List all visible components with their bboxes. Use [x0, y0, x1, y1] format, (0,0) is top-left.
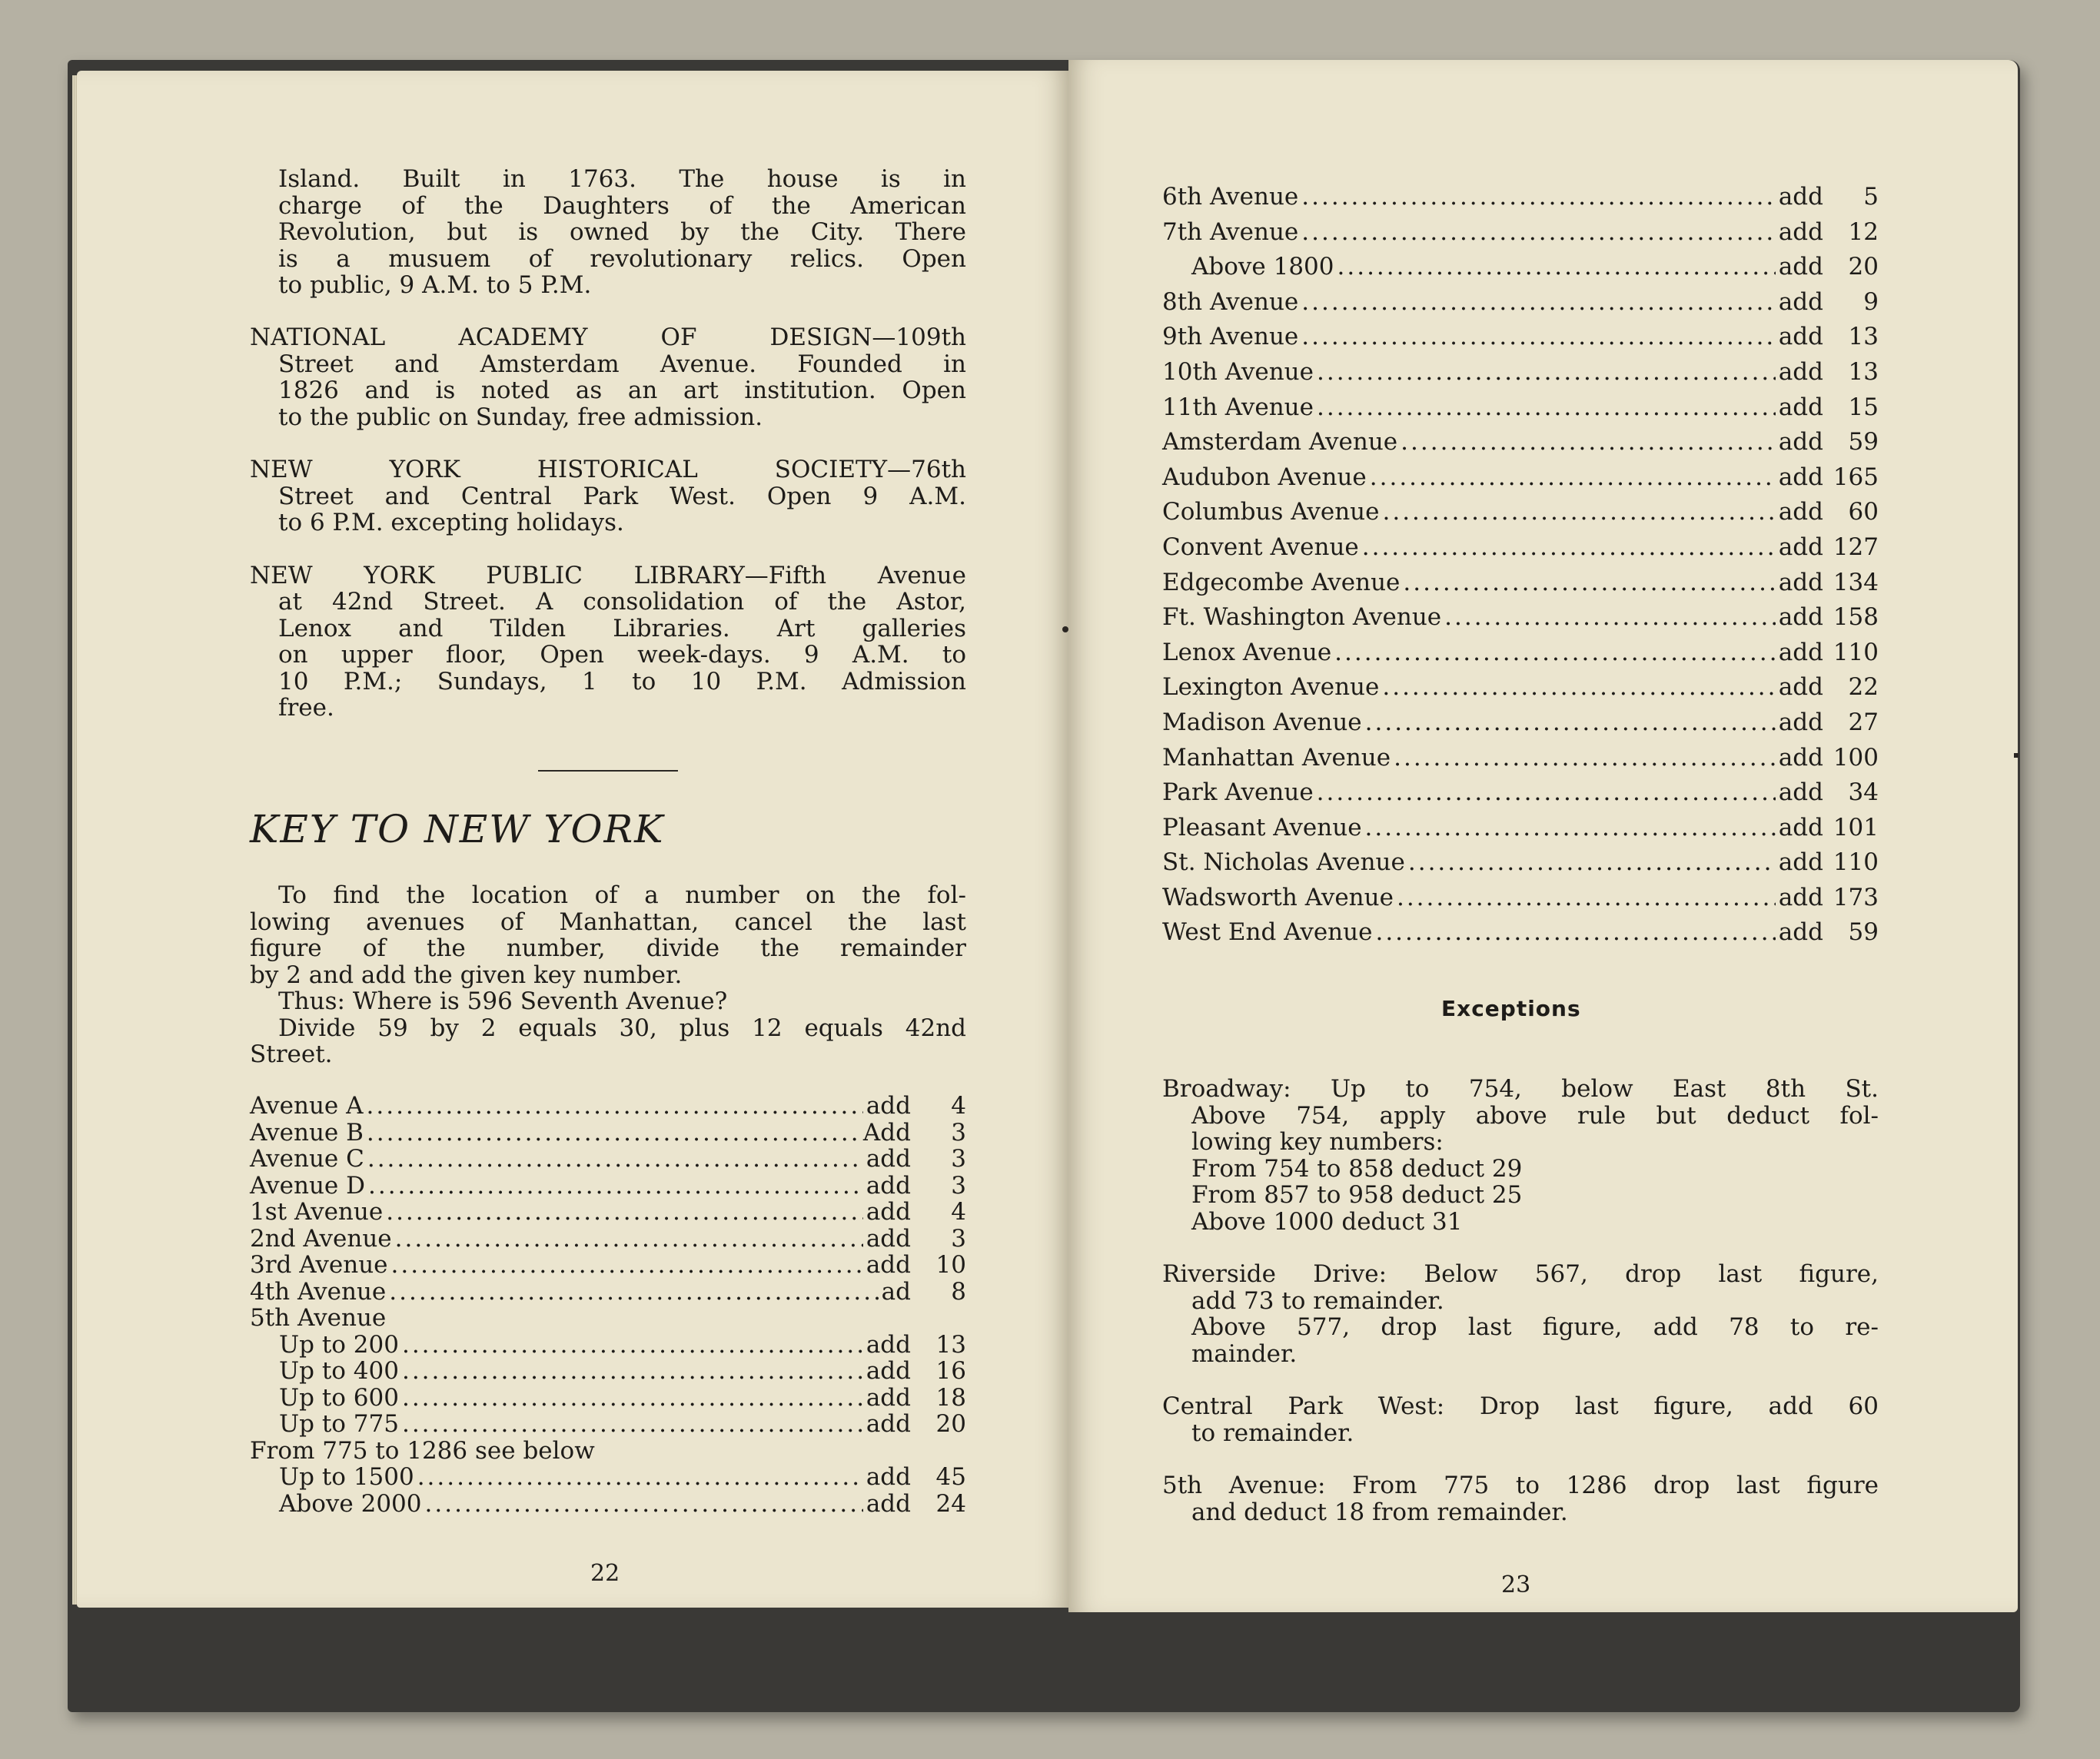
- text-line: to remainder.: [1191, 1419, 1354, 1447]
- key-value: 60: [1848, 498, 1879, 526]
- key-value: 34: [1848, 778, 1879, 807]
- text-line: free.: [278, 694, 334, 722]
- text-line: Divide 59 by 2 equals 30, plus 12 equals 42nd: [278, 1014, 966, 1042]
- leader-dots: [389, 1279, 878, 1306]
- text-line: NATIONAL ACADEMY OF DESIGN—109th: [250, 324, 966, 351]
- key-row: [250, 1252, 966, 1279]
- leader-dots: [402, 1411, 863, 1438]
- key-action: add: [1778, 428, 1823, 456]
- key-action: add: [1778, 918, 1823, 947]
- key-action: add: [1778, 673, 1823, 702]
- key-row: [1162, 811, 1879, 846]
- key-row: [250, 1120, 966, 1147]
- leader-dots: [367, 1120, 860, 1147]
- key-row: [250, 1411, 966, 1438]
- key-row: [250, 1173, 966, 1200]
- key-row: [1162, 215, 1879, 251]
- key-value: 16: [935, 1357, 966, 1385]
- key-action: add: [1778, 357, 1823, 386]
- key-action: add: [1778, 217, 1823, 246]
- key-row: [1162, 285, 1879, 320]
- key-row: [1162, 845, 1879, 881]
- text-line: mainder.: [1191, 1339, 1298, 1368]
- key-action: add: [1778, 463, 1823, 491]
- avenue-label: Up to 200: [279, 1330, 399, 1359]
- edge-mark: [2014, 753, 2019, 758]
- key-value: 8: [951, 1277, 966, 1306]
- avenue-label: From 775 to 1286 see below: [250, 1436, 595, 1465]
- key-value: 9: [1863, 287, 1879, 316]
- key-action: add: [1778, 603, 1823, 632]
- exception-entry: [1162, 1393, 1879, 1446]
- key-row: [250, 1358, 966, 1385]
- key-action: add: [866, 1383, 911, 1412]
- key-value: 13: [935, 1330, 966, 1359]
- leader-dots: [1370, 460, 1776, 496]
- text-line: to the public on Sunday, free admission.: [278, 403, 763, 431]
- key-action: add: [1778, 533, 1823, 561]
- avenue-label: Avenue D: [250, 1171, 365, 1200]
- text-line: 10 P.M.; Sundays, 1 to 10 P.M. Admission: [278, 667, 966, 695]
- avenue-label: Up to 400: [279, 1357, 399, 1385]
- leader-dots: [395, 1226, 863, 1253]
- text-line: From 857 to 958 deduct 25: [1191, 1181, 1523, 1209]
- key-row: [250, 1279, 966, 1306]
- leader-dots: [1301, 180, 1776, 215]
- leader-dots: [1317, 390, 1776, 426]
- key-value: 127: [1833, 533, 1879, 561]
- key-action: add: [1778, 848, 1823, 877]
- key-table-right: [1162, 180, 1879, 951]
- key-value: 3: [951, 1224, 966, 1253]
- key-row: [250, 1332, 966, 1359]
- key-table-left: [250, 1093, 966, 1517]
- key-value: 110: [1833, 848, 1879, 877]
- key-row: [1162, 495, 1879, 530]
- text-line: is a musuem of revolutionary relics. Open: [278, 244, 966, 273]
- key-action: add: [866, 1171, 911, 1200]
- leader-dots: [1382, 670, 1775, 705]
- key-value: 15: [1848, 393, 1879, 421]
- institution-entry: [250, 456, 966, 536]
- leader-dots: [1401, 425, 1776, 460]
- leader-dots: [1362, 530, 1776, 566]
- avenue-label: 7th Avenue: [1162, 217, 1299, 246]
- section-divider: [538, 770, 678, 772]
- avenue-label: 10th Avenue: [1162, 357, 1314, 386]
- leader-dots: [1337, 250, 1776, 285]
- leader-dots: [1365, 705, 1776, 741]
- key-action: add: [1778, 253, 1823, 281]
- leader-dots: [1301, 320, 1776, 355]
- key-action: add: [866, 1489, 911, 1518]
- avenue-label: Convent Avenue: [1162, 533, 1359, 561]
- key-row: [250, 1199, 966, 1226]
- key-row: [1162, 881, 1879, 916]
- avenue-label: Ft. Washington Avenue: [1162, 603, 1442, 632]
- key-action: add: [1778, 813, 1823, 841]
- text-line: Revolution, but is owned by the City. There: [278, 218, 966, 246]
- avenue-label: St. Nicholas Avenue: [1162, 848, 1405, 877]
- avenue-label: Audubon Avenue: [1162, 463, 1367, 491]
- text-line: 1826 and is noted as an art institution. Open: [278, 377, 966, 404]
- leader-dots: [1334, 636, 1776, 671]
- text-line: on upper floor, Open week-days. 9 A.M. to: [278, 641, 966, 669]
- leader-dots: [1408, 845, 1776, 881]
- key-value: 27: [1848, 708, 1879, 736]
- key-value: 158: [1833, 603, 1879, 632]
- text-line: NEW YORK HISTORICAL SOCIETY—76th: [250, 456, 966, 483]
- key-row: [1162, 425, 1879, 460]
- text-line: To find the location of a number on the fol-: [278, 881, 966, 909]
- text-line: and deduct 18 from remainder.: [1191, 1498, 1568, 1526]
- institution-entry: [250, 324, 966, 430]
- text-line: Riverside Drive: Below 567, drop last figure,: [1162, 1260, 1879, 1288]
- leader-dots: [1394, 741, 1776, 776]
- avenue-label: Above 2000: [279, 1489, 422, 1518]
- text-line: Central Park West: Drop last figure, add 60: [1162, 1392, 1879, 1420]
- key-value: 101: [1833, 813, 1879, 841]
- key-value: 4: [951, 1198, 966, 1226]
- leader-dots: [1365, 811, 1776, 846]
- text-line: Broadway: Up to 754, below East 8th St.: [1162, 1075, 1879, 1103]
- key-row: [1162, 530, 1879, 566]
- key-action: ad: [881, 1277, 911, 1306]
- text-line: to public, 9 A.M. to 5 P.M.: [278, 271, 592, 299]
- text-line: at 42nd Street. A consolidation of the Astor,: [278, 588, 966, 616]
- institution-entries: [250, 324, 966, 748]
- leader-dots: [386, 1199, 863, 1226]
- leader-dots: [402, 1385, 863, 1412]
- text-line: Above 577, drop last figure, add 78 to re-: [1191, 1313, 1879, 1341]
- leader-dots: [1317, 355, 1776, 390]
- key-row: [250, 1305, 966, 1332]
- key-row: [250, 1438, 966, 1465]
- key-value: 22: [1848, 673, 1879, 702]
- key-row: [1162, 915, 1879, 951]
- key-row: [1162, 320, 1879, 355]
- leader-dots: [368, 1173, 863, 1200]
- leader-dots: [1383, 495, 1776, 530]
- key-instructions: [250, 882, 966, 1068]
- key-action: add: [1778, 778, 1823, 807]
- key-action: add: [1778, 568, 1823, 596]
- avenue-label: Madison Avenue: [1162, 708, 1362, 736]
- key-action: add: [1778, 393, 1823, 421]
- key-value: 24: [935, 1489, 966, 1518]
- avenue-label: Avenue B: [250, 1118, 364, 1147]
- key-row: [250, 1226, 966, 1253]
- key-value: 4: [951, 1092, 966, 1120]
- text-line: Above 1000 deduct 31: [1191, 1207, 1463, 1236]
- key-row: [250, 1464, 966, 1491]
- leader-dots: [1444, 600, 1776, 636]
- key-row: [1162, 390, 1879, 426]
- key-value: 18: [935, 1383, 966, 1412]
- avenue-label: 4th Avenue: [250, 1277, 387, 1306]
- key-value: 5: [1863, 183, 1879, 211]
- key-value: 134: [1833, 568, 1879, 596]
- key-row: [1162, 636, 1879, 671]
- avenue-label: Avenue A: [250, 1092, 364, 1120]
- key-action: add: [1778, 287, 1823, 316]
- key-row: [1162, 180, 1879, 215]
- avenue-label: 8th Avenue: [1162, 287, 1299, 316]
- text-line: lowing avenues of Manhattan, cancel the last: [250, 908, 966, 936]
- leader-dots: [417, 1464, 863, 1491]
- avenue-label: Up to 600: [279, 1383, 399, 1412]
- key-value: 59: [1848, 428, 1879, 456]
- exceptions-list: [1162, 1076, 1879, 1552]
- key-value: 3: [951, 1118, 966, 1147]
- avenue-label: Amsterdam Avenue: [1162, 428, 1398, 456]
- leader-dots: [402, 1332, 863, 1359]
- avenue-label: Up to 1500: [279, 1463, 414, 1491]
- intro-paragraph: [278, 166, 966, 299]
- leader-dots: [1397, 881, 1776, 916]
- text-line: Street and Amsterdam Avenue. Founded in: [278, 350, 966, 378]
- avenue-label: Manhattan Avenue: [1162, 743, 1391, 772]
- key-value: 59: [1848, 918, 1879, 947]
- key-action: add: [1778, 323, 1823, 351]
- key-action: add: [1778, 498, 1823, 526]
- text-line: Island. Built in 1763. The house is in: [278, 165, 966, 193]
- key-action: Add: [862, 1118, 911, 1147]
- key-value: 12: [1848, 217, 1879, 246]
- text-line: charge of the Daughters of the American: [278, 191, 966, 220]
- text-line: Above 754, apply above rule but deduct fol-: [1191, 1101, 1879, 1130]
- text-line: add 73 to remainder.: [1191, 1286, 1444, 1315]
- key-value: 110: [1833, 638, 1879, 666]
- avenue-label: 6th Avenue: [1162, 183, 1299, 211]
- text-line: Thus: Where is 596 Seventh Avenue?: [278, 987, 728, 1015]
- key-value: 10: [935, 1251, 966, 1279]
- text-line: to 6 P.M. excepting holidays.: [278, 509, 624, 536]
- leader-dots: [425, 1491, 863, 1518]
- key-value: 3: [951, 1171, 966, 1200]
- key-row: [250, 1146, 966, 1173]
- key-action: add: [1778, 883, 1823, 911]
- key-value: 100: [1833, 743, 1879, 772]
- leader-dots: [402, 1358, 863, 1385]
- key-action: add: [1778, 183, 1823, 211]
- key-action: add: [866, 1463, 911, 1491]
- key-row: [1162, 460, 1879, 496]
- avenue-label: Pleasant Avenue: [1162, 813, 1362, 841]
- key-value: 45: [935, 1463, 966, 1491]
- key-action: add: [866, 1224, 911, 1253]
- key-action: add: [866, 1330, 911, 1359]
- text-line: Street.: [250, 1040, 333, 1068]
- avenue-label: 5th Avenue: [250, 1304, 387, 1332]
- text-line: NEW YORK PUBLIC LIBRARY—Fifth Avenue: [250, 561, 966, 589]
- text-line: Lenox and Tilden Libraries. Art galleries: [278, 614, 966, 642]
- key-row: [1162, 775, 1879, 811]
- key-row: [1162, 705, 1879, 741]
- key-value: 3: [951, 1145, 966, 1173]
- avenue-label: 11th Avenue: [1162, 393, 1314, 421]
- avenue-label: Wadsworth Avenue: [1162, 883, 1394, 911]
- key-action: add: [1778, 638, 1823, 666]
- key-action: add: [866, 1410, 911, 1438]
- avenue-label: Lexington Avenue: [1162, 673, 1380, 702]
- avenue-label: West End Avenue: [1162, 918, 1373, 947]
- avenue-label: Above 1800: [1191, 253, 1334, 281]
- avenue-label: 3rd Avenue: [250, 1251, 388, 1279]
- key-row: [1162, 741, 1879, 776]
- key-action: add: [866, 1357, 911, 1385]
- text-line: 5th Avenue: From 775 to 1286 drop last figure: [1162, 1472, 1879, 1499]
- key-action: add: [866, 1198, 911, 1226]
- key-value: 165: [1833, 463, 1879, 491]
- exception-entry: [1162, 1076, 1879, 1235]
- key-value: 20: [935, 1410, 966, 1438]
- key-action: add: [866, 1145, 911, 1173]
- key-row: [1162, 600, 1879, 636]
- text-line: lowing key numbers:: [1191, 1128, 1444, 1156]
- leader-dots: [1375, 915, 1775, 951]
- key-row: [1162, 355, 1879, 390]
- avenue-label: 2nd Avenue: [250, 1224, 392, 1253]
- leader-dots: [367, 1093, 863, 1120]
- avenue-label: Avenue C: [250, 1145, 364, 1173]
- key-value: 20: [1848, 253, 1879, 281]
- avenue-label: 1st Avenue: [250, 1198, 384, 1226]
- leader-dots: [1317, 775, 1776, 811]
- key-action: add: [866, 1251, 911, 1279]
- text-line: by 2 and add the given key number.: [250, 961, 683, 989]
- key-value: 13: [1848, 357, 1879, 386]
- avenue-label: Edgecombe Avenue: [1162, 568, 1401, 596]
- leader-dots: [367, 1146, 863, 1173]
- key-action: add: [1778, 743, 1823, 772]
- avenue-label: Columbus Avenue: [1162, 498, 1380, 526]
- page-number-left: 22: [590, 1560, 620, 1587]
- avenue-label: Park Avenue: [1162, 778, 1314, 807]
- key-row: [1162, 566, 1879, 601]
- exception-entry: [1162, 1472, 1879, 1525]
- key-row: [1162, 250, 1879, 285]
- key-action: add: [1778, 708, 1823, 736]
- avenue-label: Up to 775: [279, 1410, 399, 1438]
- leader-dots: [1301, 285, 1776, 320]
- leader-dots: [1301, 215, 1776, 251]
- key-row: [1162, 670, 1879, 705]
- key-value: 13: [1848, 323, 1879, 351]
- text-line: Street and Central Park West. Open 9 A.M.: [278, 482, 966, 510]
- exceptions-title: Exceptions: [1441, 996, 1581, 1021]
- text-line: From 754 to 858 deduct 29: [1191, 1154, 1523, 1183]
- exception-entry: [1162, 1261, 1879, 1367]
- avenue-label: Lenox Avenue: [1162, 638, 1332, 666]
- key-row: [250, 1093, 966, 1120]
- key-action: add: [866, 1092, 911, 1120]
- text-line: figure of the number, divide the remainder: [250, 934, 966, 962]
- key-value: 173: [1833, 883, 1879, 911]
- key-row: [250, 1491, 966, 1518]
- key-row: [250, 1385, 966, 1412]
- section-heading: KEY TO NEW YORK: [250, 807, 665, 851]
- avenue-label: 9th Avenue: [1162, 323, 1299, 351]
- leader-dots: [391, 1252, 863, 1279]
- binding-staple: [1062, 626, 1068, 632]
- page-number-right: 23: [1501, 1571, 1531, 1598]
- leader-dots: [1403, 566, 1775, 601]
- institution-entry: [250, 563, 966, 722]
